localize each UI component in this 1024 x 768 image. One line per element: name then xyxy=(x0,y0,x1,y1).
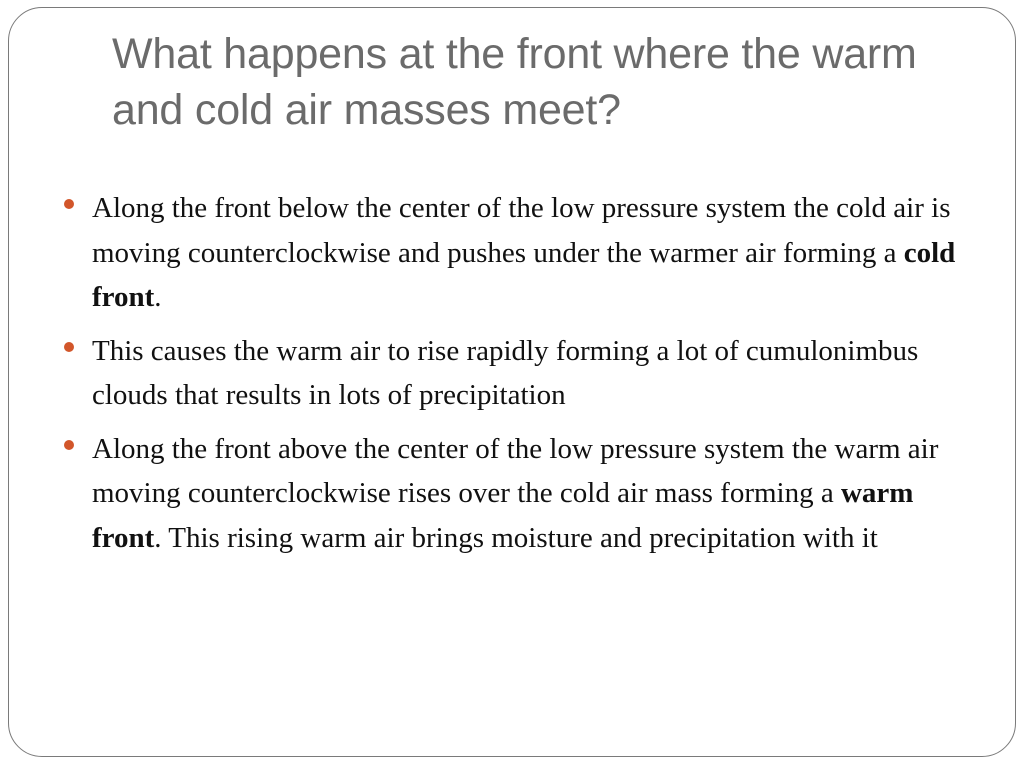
bullet-bold-term: cold front xyxy=(92,236,956,313)
bullet-list xyxy=(64,186,964,569)
bullet-text: . This rising warm air brings moisture and precipitation with it xyxy=(154,521,878,554)
bullet-dot-icon xyxy=(64,440,74,450)
bullet-dot-icon xyxy=(64,342,74,352)
bullet-item xyxy=(64,329,964,418)
bullet-text: . xyxy=(154,281,162,313)
bullet-text: Along the front above the center of the low pressure system the warm air moving counterclockwise rises over the cold air mass forming a xyxy=(92,432,939,509)
bullet-dot-icon xyxy=(64,199,74,209)
bullet-text: Along the front below the center of the low pressure system the cold air is moving counterclockwise and pushes under the warmer air forming a xyxy=(92,192,951,269)
bullet-item xyxy=(64,427,964,561)
bullet-bold-term: warm front xyxy=(92,477,914,554)
slide-title: What happens at the front where the warm and cold air masses meet? xyxy=(112,30,917,134)
bullet-item xyxy=(64,186,964,320)
bullet-text: This causes the warm air to rise rapidly forming a lot of cumulonimbus clouds that results in lots of precipitation xyxy=(92,334,919,411)
